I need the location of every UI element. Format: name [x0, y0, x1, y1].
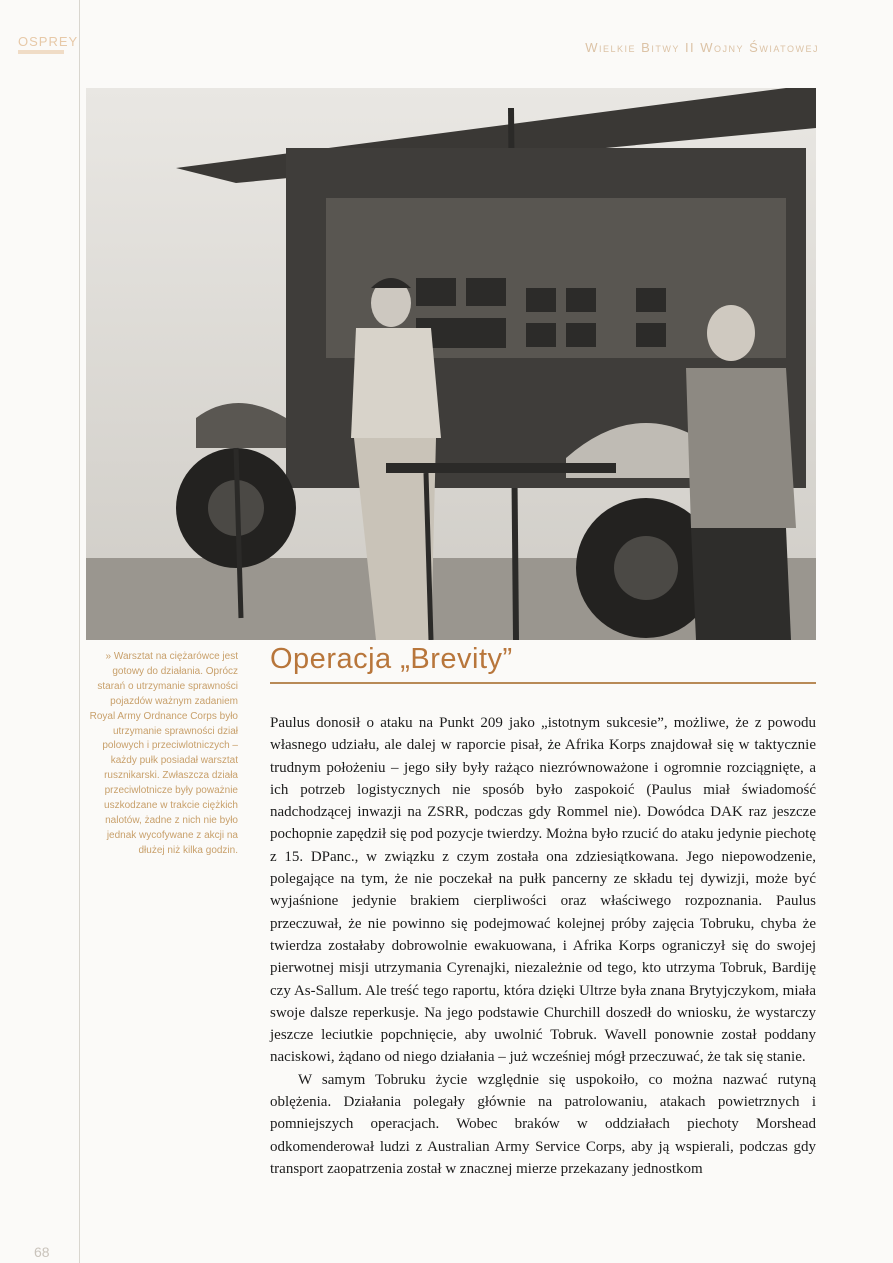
workshop-truck-photo [86, 88, 816, 640]
section-heading: Operacja „Brevity” [270, 643, 513, 675]
page-margin-rule [79, 0, 80, 1263]
publisher-logo-mark [18, 50, 64, 54]
body-paragraph: Paulus donosił o ataku na Punkt 209 jako „istotnym sukcesie”, możliwe, że z powodu własnego udziału, ale dalej w raporcie pisał, że Afrika Korps znajdował się w taktycznie trudnym położeniu – jego siły były rażąco niezrównoważone i ogromnie rozciągnięte, a ich potrzeb logistycznych nie sposób było zaspokoić (Paulus miał świadomość nadchodzącej inwazji na ZSRR, podczas gdy Rommel nie). Dowódca DAK raz jeszcze pochopnie zapędził się pod pozycje twierdzy. Można było rzucić do ataku jedynie piechotę z 15. DPanc., w związku z czym została ona zdziesiątkowana. Jego niepowodzenie, polegające na tym, że nie poczekał na pułk pancerny ze składu tej dywizji, może być wyjaśnione jedynie brakiem cierpliwości oraz właściwego rozpoznania. Paulus przeczuwał, że nie powinno się podejmować kolejnej próby zajęcia Tobruku, chyba że twierdza zostałaby dobrowolnie ewakuowana, i Afrika Korps ograniczył się do swojej pierwotnej misji utrzymania Cyrenajki, niezależnie od tego, kto utrzyma Tobruk, Bardiję czy As-Sallum. Ale treść tego raportu, która dzięki Ultrze była znana Brytyjczykom, miała swoje dalsze reperkusje. Na jego podstawie Churchill doszedł do wniosku, że wystarczy jeszcze leciutkie popchnięcie, aby uwolnić Tobruk. Wavell ponownie został poddany naciskowi, żądano od niego działania – już wcześniej mógł przeczuwać, że tak się stanie. [270, 715, 816, 1066]
page-number: 68 [34, 1244, 50, 1260]
photo-illustration [86, 88, 816, 640]
photo-caption: » Warsztat na ciężarówce jest gotowy do działania. Oprócz starań o utrzymanie sprawności pojazdów ważnym zadaniem Royal Army Ordnance Corps było utrzymanie sprawności dział polowych i przeciwlotniczych – każdy pułk posiadał warsztat rusznikarski. Zwłaszcza działa przeciwlotnicze były poważnie uszkodzane w trakcie ciężkich nalotów, żadne z nich nie było jednak wycofywane z akcji na dłużej niż kilka godzin. [89, 651, 238, 856]
article-body [270, 712, 816, 1180]
publisher-logo: OSPREY [18, 34, 79, 49]
heading-underline [270, 682, 816, 684]
running-head: Wielkie Bitwy II Wojny Światowej [585, 40, 819, 55]
body-paragraph: W samym Tobruku życie względnie się uspokoiło, co można nazwać rutyną oblężenia. Działania polegały głównie na patrolowaniu, atakach powietrznych i pomniejszych operacjach. Wobec braków w oddziałach piechoty Morshead odkomenderował ludzi z Australian Army Service Corps, aby ją wspierali, podczas gdy transport zaopatrzenia został w znacznej mierze przekazany jednostkom [270, 1071, 816, 1177]
